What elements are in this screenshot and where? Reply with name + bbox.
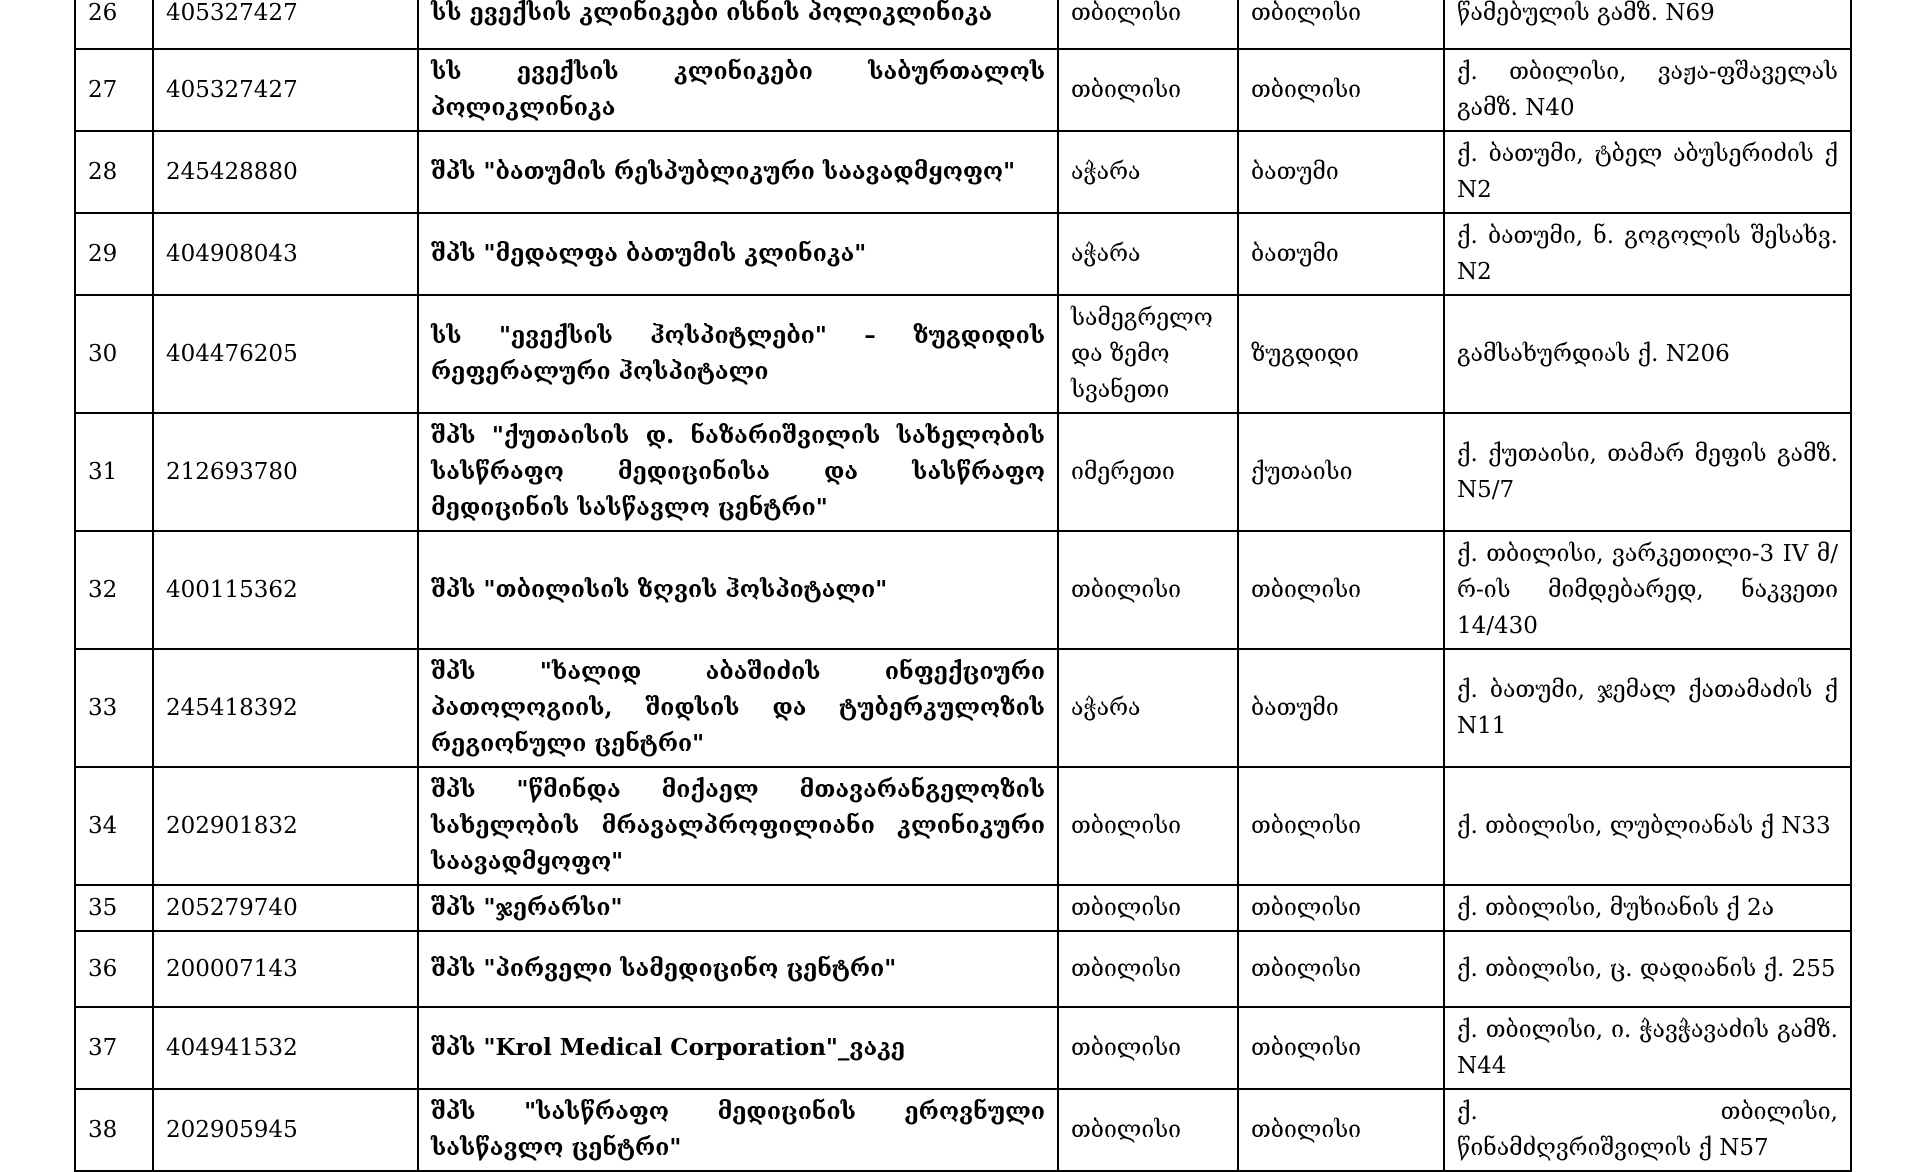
address: ქ. თბილისი, ვაჟა-ფშაველას გამზ. N40	[1444, 49, 1851, 131]
address: ქ. თბილისი, ვარკეთილი-3 IV მ/რ-ის მიმდებარედ, ნაკვეთი 14/430	[1444, 531, 1851, 649]
clinic-name: შპს "Krol Medical Corporation"_ვაკე	[418, 1007, 1058, 1089]
city: თბილისი	[1238, 1089, 1444, 1171]
identification-code: 202905945	[153, 1089, 418, 1171]
city: თბილისი	[1238, 531, 1444, 649]
city: ბათუმი	[1238, 649, 1444, 767]
city: თბილისი	[1238, 767, 1444, 885]
table-row	[75, 931, 1851, 1007]
row-number: 36	[75, 931, 153, 1007]
table-row	[75, 295, 1851, 413]
table-row	[75, 1089, 1851, 1171]
address: ქ. თბილისი, წინამძღვრიშვილის ქ N57	[1444, 1089, 1851, 1171]
row-number: 34	[75, 767, 153, 885]
clinic-name: სს "ევექსის ჰოსპიტლები" – ზუგდიდის რეფერალური ჰოსპიტალი	[418, 295, 1058, 413]
city: ბათუმი	[1238, 131, 1444, 213]
identification-code: 205279740	[153, 885, 418, 931]
region: თბილისი	[1058, 931, 1238, 1007]
region: თბილისი	[1058, 531, 1238, 649]
address: ქ. თბილისი, ლუბლიანას ქ N33	[1444, 767, 1851, 885]
region: თბილისი	[1058, 49, 1238, 131]
table-row	[75, 531, 1851, 649]
identification-code: 400115362	[153, 531, 418, 649]
clinic-name: შპს "ხალიდ აბაშიძის ინფექციური პათოლოგიის, შიდსის და ტუბერკულოზის რეგიონული ცენტრი"	[418, 649, 1058, 767]
identification-code: 200007143	[153, 931, 418, 1007]
clinic-name: შპს "პირველი სამედიცინო ცენტრი"	[418, 931, 1058, 1007]
region: აჭარა	[1058, 131, 1238, 213]
identification-code: 245428880	[153, 131, 418, 213]
address: გამსახურდიას ქ. N206	[1444, 295, 1851, 413]
row-number: 32	[75, 531, 153, 649]
city: ზუგდიდი	[1238, 295, 1444, 413]
row-number: 31	[75, 413, 153, 531]
document-page	[74, 0, 1850, 1172]
city: თბილისი	[1238, 1007, 1444, 1089]
identification-code: 404908043	[153, 213, 418, 295]
table-row	[75, 131, 1851, 213]
clinic-name: სს ევექსის კლინიკები ისნის პოლიკლინიკა	[418, 0, 1058, 49]
table-row	[75, 649, 1851, 767]
region: იმერეთი	[1058, 413, 1238, 531]
hospital-table	[74, 0, 1852, 1172]
address: ქ. ბათუმი, ნ. გოგოლის შესახვ. N2	[1444, 213, 1851, 295]
region: სამეგრელო და ზემო სვანეთი	[1058, 295, 1238, 413]
clinic-name: შპს "სასწრაფო მედიცინის ეროვნული სასწავლო ცენტრი"	[418, 1089, 1058, 1171]
region: აჭარა	[1058, 649, 1238, 767]
row-number: 29	[75, 213, 153, 295]
table-row	[75, 885, 1851, 931]
address: ქ. ბათუმი, ჯემალ ქათამაძის ქ N11	[1444, 649, 1851, 767]
table-row	[75, 0, 1851, 49]
row-number: 38	[75, 1089, 153, 1171]
table-row	[75, 413, 1851, 531]
row-number: 33	[75, 649, 153, 767]
identification-code: 404941532	[153, 1007, 418, 1089]
city: თბილისი	[1238, 0, 1444, 49]
region: თბილისი	[1058, 1089, 1238, 1171]
clinic-name: შპს "თბილისის ზღვის ჰოსპიტალი"	[418, 531, 1058, 649]
clinic-name: შპს "ჯერარსი"	[418, 885, 1058, 931]
identification-code: 405327427	[153, 49, 418, 131]
address: ქ. თბილისი, მუხიანის ქ 2ა	[1444, 885, 1851, 931]
table-row	[75, 49, 1851, 131]
region: აჭარა	[1058, 213, 1238, 295]
region: თბილისი	[1058, 767, 1238, 885]
clinic-name: შპს "ბათუმის რესპუბლიკური საავადმყოფო"	[418, 131, 1058, 213]
identification-code: 245418392	[153, 649, 418, 767]
region: თბილისი	[1058, 0, 1238, 49]
region: თბილისი	[1058, 885, 1238, 931]
identification-code: 404476205	[153, 295, 418, 413]
row-number: 26	[75, 0, 153, 49]
city: ბათუმი	[1238, 213, 1444, 295]
region: თბილისი	[1058, 1007, 1238, 1089]
address: ქ. თბილისი, ი. ჭავჭავაძის გამზ. N44	[1444, 1007, 1851, 1089]
table-row	[75, 1007, 1851, 1089]
clinic-name: შპს "მედალფა ბათუმის კლინიკა"	[418, 213, 1058, 295]
city: თბილისი	[1238, 931, 1444, 1007]
row-number: 35	[75, 885, 153, 931]
city: ქუთაისი	[1238, 413, 1444, 531]
address: ქ. ბათუმი, ტბელ აბუსერიძის ქ N2	[1444, 131, 1851, 213]
address: ქ. თბილისი, ც. დადიანის ქ. 255	[1444, 931, 1851, 1007]
table-row	[75, 767, 1851, 885]
row-number: 27	[75, 49, 153, 131]
identification-code: 212693780	[153, 413, 418, 531]
table-row	[75, 213, 1851, 295]
address: ქ. ქუთაისი, თამარ მეფის გამზ. N5/7	[1444, 413, 1851, 531]
clinic-name: შპს "ქუთაისის დ. ნაზარიშვილის სახელობის სასწრაფო მედიცინისა და სასწრაფო მედიცინის სასწავლო ცენტრი"	[418, 413, 1058, 531]
row-number: 37	[75, 1007, 153, 1089]
clinic-name: შპს "წმინდა მიქაელ მთავარანგელოზის სახელობის მრავალპროფილიანი კლინიკური საავადმყოფო"	[418, 767, 1058, 885]
address: წამებულის გამზ. N69	[1444, 0, 1851, 49]
identification-code: 405327427	[153, 0, 418, 49]
city: თბილისი	[1238, 49, 1444, 131]
row-number: 30	[75, 295, 153, 413]
row-number: 28	[75, 131, 153, 213]
identification-code: 202901832	[153, 767, 418, 885]
city: თბილისი	[1238, 885, 1444, 931]
clinic-name: სს ევექსის კლინიკები საბურთალოს პოლიკლინიკა	[418, 49, 1058, 131]
